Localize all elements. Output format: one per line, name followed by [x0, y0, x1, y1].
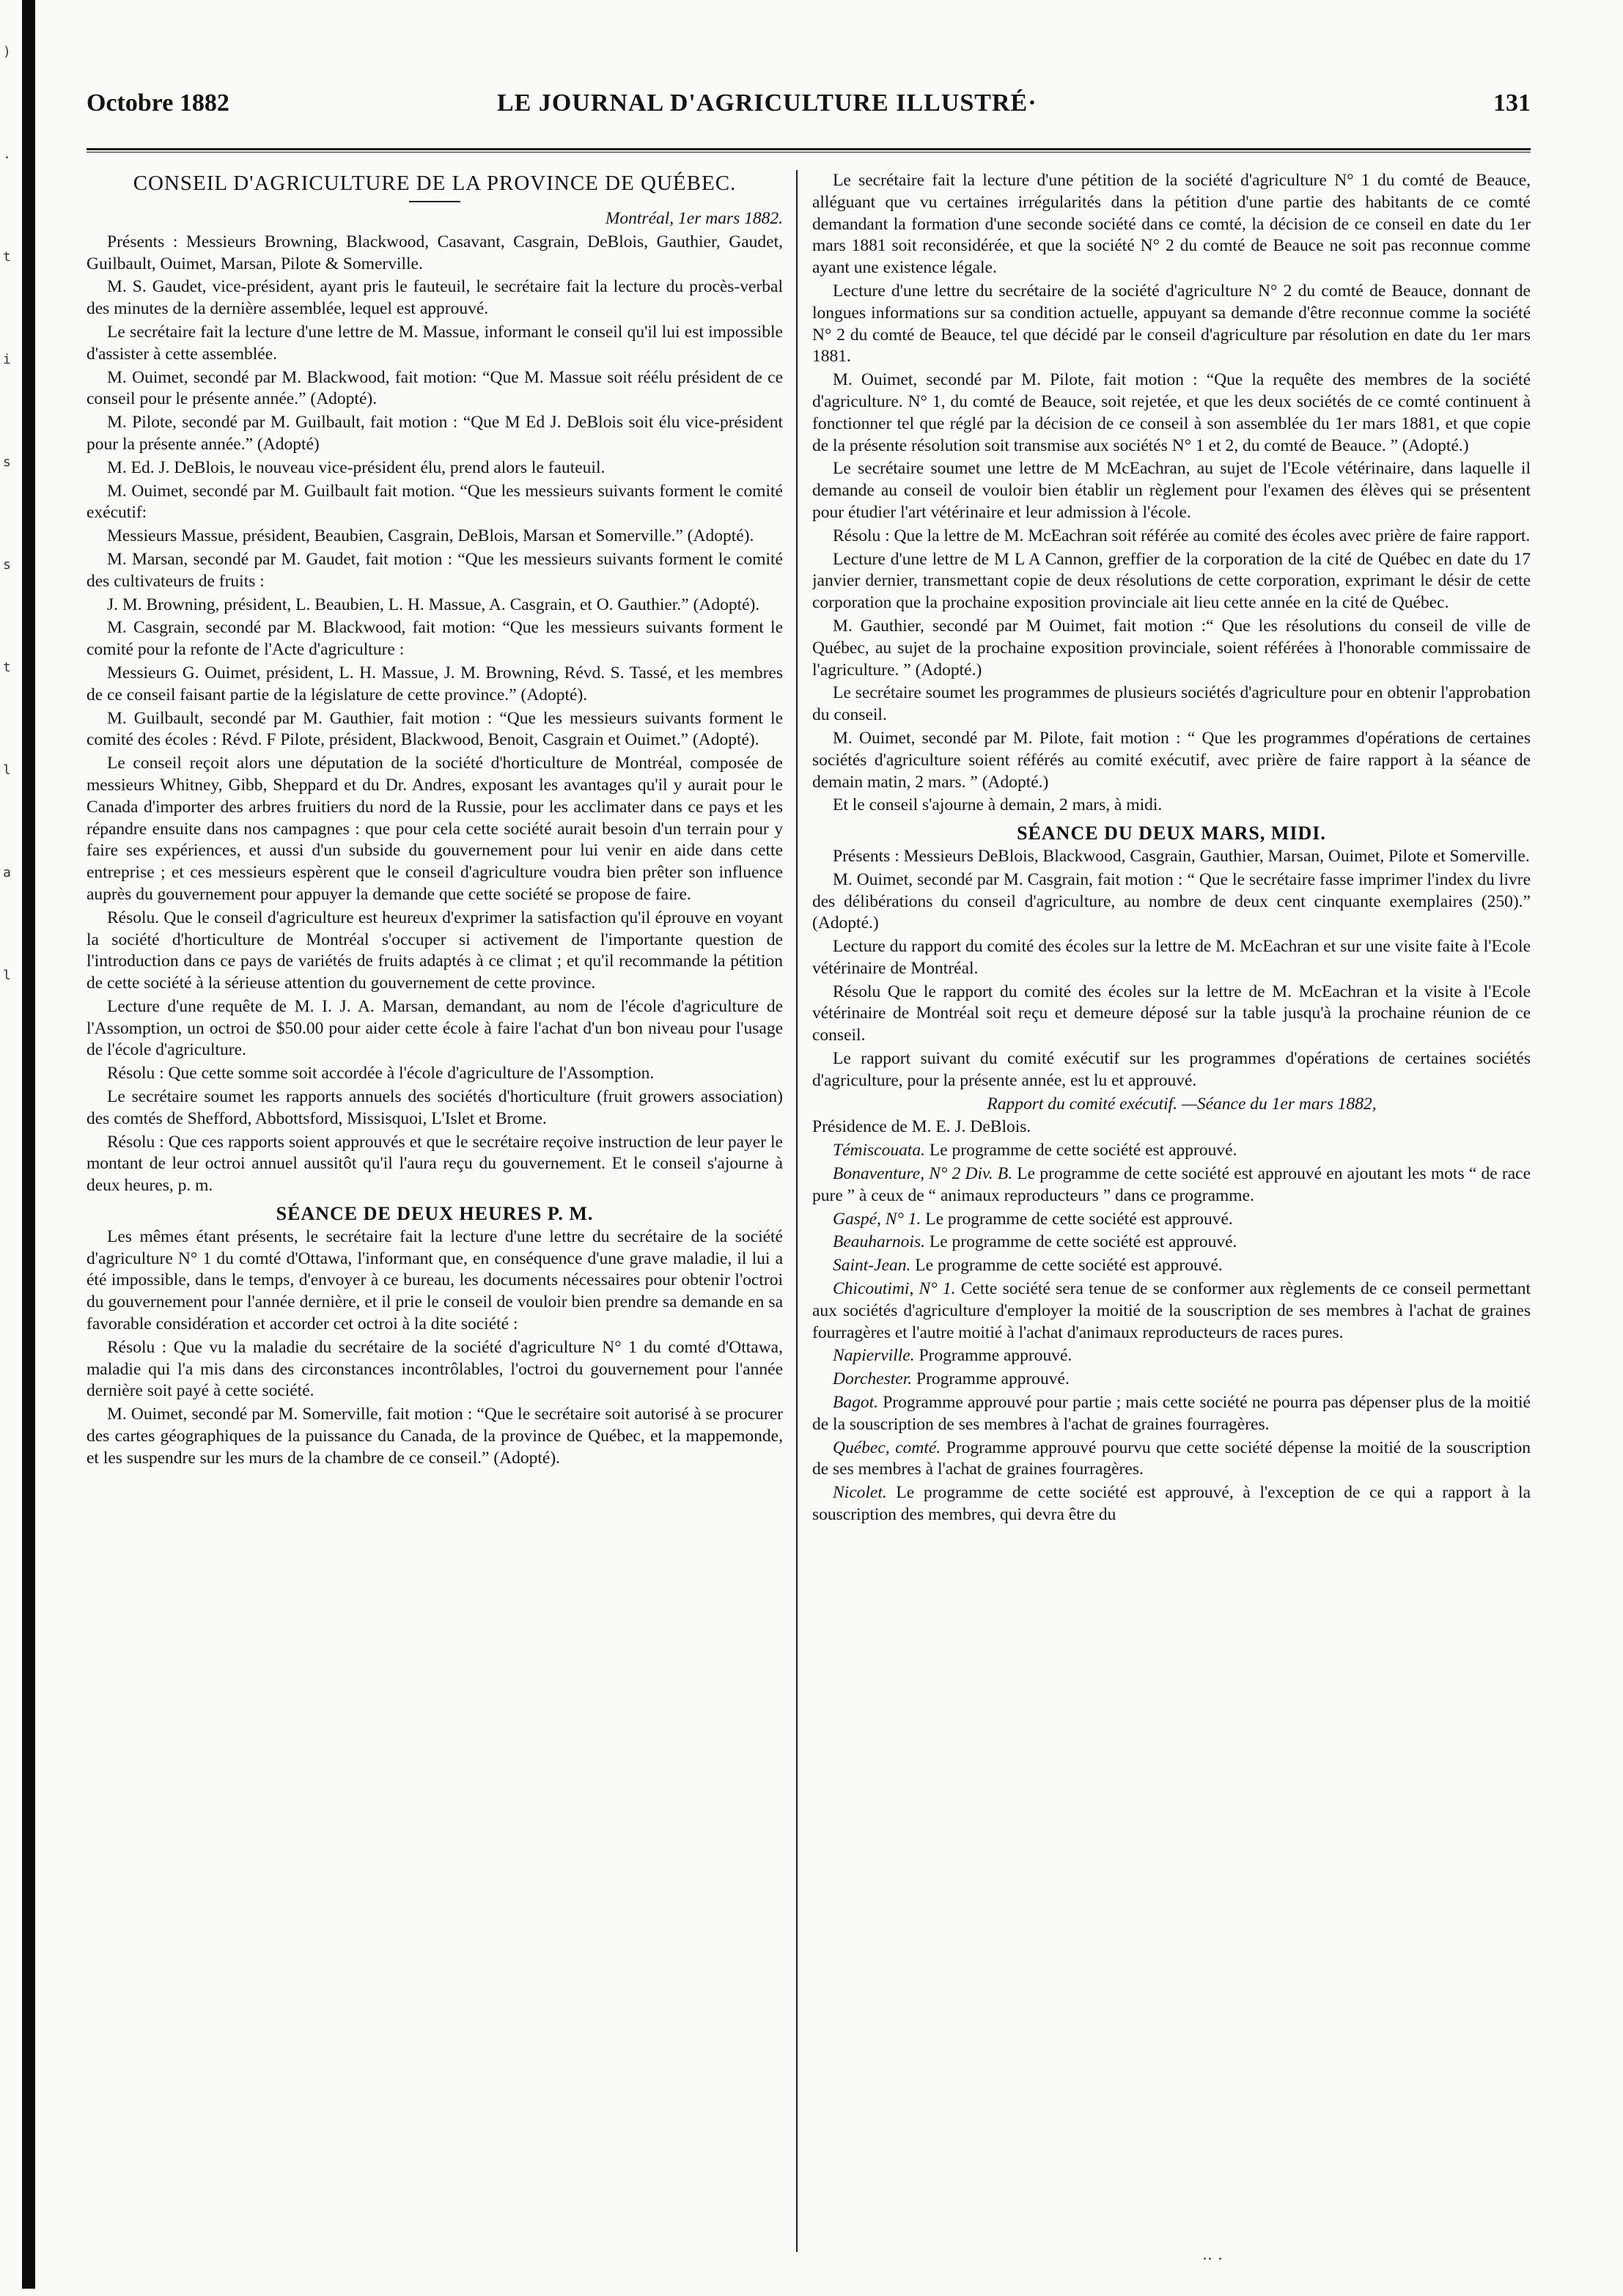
paragraph: Et le conseil s'ajourne à demain, 2 mars, à midi. [833, 795, 1163, 815]
right-column [812, 170, 1531, 2296]
programme-society-name: Napierville. [833, 1346, 915, 1366]
programme-society-name: Bagot. [833, 1393, 879, 1413]
programme-decision: Le programme de cette société est approuvé en ajoutant les mots “ de race pure ” à ceux de “ animaux reproducteurs ” dans ce programme. [812, 1164, 1531, 1205]
page-header [87, 87, 1531, 123]
margin-mark: i [3, 352, 11, 367]
paragraph: Le secrétaire soumet une lettre de M McEachran, au sujet de l'Ecole vétérinaire, dans laquelle il demande au conseil de vouloir bien établir un règlement pour l'examen des élèves qui se présentent pour étudier l'art vétérinaire et leur admission à l'école. [812, 459, 1531, 522]
left-paragraphs [87, 232, 783, 1197]
paragraph: Présents : Messieurs DeBlois, Blackwood, Casgrain, Gauthier, Marsan, Ouimet, Pilote et Somerville. [833, 846, 1530, 866]
programme-list [812, 1140, 1531, 1526]
paragraph: Résolu Que le rapport du comité des écoles sur la lettre de M. McEachran et la visite à l'Ecole vétérinaire de Montréal soit reçu et demeure déposé sur la table jusqu'à la prochaine réunion de ce conseil. [812, 982, 1531, 1045]
programme-decision: Le programme de cette société est approuvé. [924, 1232, 1237, 1252]
paragraph: Résolu : Que cette somme soit accordée à l'école d'agriculture de l'Assomption. [107, 1064, 655, 1083]
paragraph: M. Ouimet, secondé par M. Casgrain, fait motion : “ Que le secrétaire fasse imprimer l'index du livre des délibérations du conseil d'agriculture, au nombre de deux cent cinquante exemplaires (250).” (Adopté.) [812, 869, 1531, 933]
paragraph: Lecture du rapport du comité des écoles sur la lettre de M. McEachran et sur une visite faite à l'Ecole vétérinaire de Montréal. [812, 937, 1531, 978]
programme-entry [812, 1209, 1531, 1231]
paragraph: Le rapport suivant du comité exécutif sur les programmes d'opérations de certaines sociétés d'agriculture, pour la présente année, est lu et approuvé. [812, 1049, 1531, 1090]
programme-society-name: Dorchester. [833, 1369, 913, 1389]
margin-mark: a [3, 865, 11, 880]
paragraph: M. S. Gaudet, vice-président, ayant pris le fauteuil, le secrétaire fait la lecture du procès-verbal des minutes de la dernière assemblée, lequel est approuvé. [87, 277, 783, 319]
programme-entry [812, 1278, 1531, 1344]
paragraph: Le secrétaire fait la lecture d'une lettre de M. Massue, informant le conseil qu'il lui est impossible d'assister à cette assemblée. [87, 322, 783, 364]
paragraph: Le secrétaire soumet les rapports annuels des sociétés d'horticulture (fruit growers association) des comtés de Shefford, Abbottsford, Missisquoi, L'Islet et Brome. [87, 1087, 783, 1128]
paragraph: Le secrétaire soumet les programmes de plusieurs sociétés d'agriculture pour en obtenir l'approbation du conseil. [812, 683, 1531, 725]
programme-society-name: Saint-Jean. [833, 1256, 911, 1276]
programme-society-name: Gaspé, N° 1. [833, 1209, 921, 1229]
margin-mark: l [3, 762, 11, 778]
left-column [87, 170, 783, 2296]
margin-marks [0, 44, 18, 1144]
print-specks: ·· · [1202, 2251, 1223, 2269]
programme-entry [812, 1163, 1531, 1207]
paragraph: M. Gauthier, secondé par M Ouimet, fait motion :“ Que les résolutions du conseil de ville de Québec, au sujet de la prochaine exposition provinciale, soient référées à l'honorable commissaire de l'agriculture. ” (Adopté.) [812, 616, 1531, 680]
paragraph: Les mêmes étant présents, le secrétaire fait la lecture d'une lettre du secrétaire de la société d'agriculture N° 1 du comté d'Ottawa, l'informant que, en conséquence d'une grave maladie, il lui a été impossible, dans le temps, d'envoyer à ce bureau, les documents nécessaires pour obtenir l'octroi du gouvernement pour l'année dernière, et il prie le conseil de vouloir bien prendre sa demande en sa favorable considération et accorder cet octroi à la dite société : [87, 1226, 783, 1334]
column-divider [796, 170, 798, 2252]
programme-society-name: Bonaventure, N° 2 Div. B. [833, 1164, 1013, 1184]
journal-title: LE JOURNAL D'AGRICULTURE ILLUSTRÉ· [497, 89, 1037, 117]
programme-entry [812, 1438, 1531, 1482]
report-title: Rapport du comité exécutif. —Séance du 1er mars 1882, [987, 1094, 1377, 1114]
margin-mark: t [3, 660, 11, 675]
paragraph: J. M. Browning, président, L. Beaubien, L. H. Massue, A. Casgrain, et O. Gauthier.” (Adopté). [107, 595, 760, 614]
header-rule [87, 148, 1531, 152]
page-number: 131 [1493, 89, 1531, 117]
dateline: Montréal, 1er mars 1882. [605, 209, 783, 228]
right-paragraphs [812, 170, 1531, 817]
paragraph: Le secrétaire fait la lecture d'une pétition de la société d'agriculture N° 1 du comté de Beauce, alléguant que vu certaines irrégularités dans la pétition d'une partie des habitants de ce comté demandant la formation d'une seconde société dans ce comté, la décision de ce conseil en date du 1er mars 1881 soit reconsidérée, et que la société N° 2 du comté de Beauce ne soit pas reconnue comme ayant une existence légale. [812, 171, 1531, 278]
programme-decision: Programme approuvé pourvu que cette société dépense la moitié de la souscription de ses membres à l'achat de graines fourragères. [812, 1438, 1531, 1479]
programme-entry [812, 1482, 1531, 1526]
right-paragraphs-3 [812, 846, 1531, 1092]
margin-mark: l [3, 968, 11, 983]
programme-society-name: Québec, comté. [833, 1438, 941, 1457]
programme-society-name: Nicolet. [833, 1483, 887, 1503]
programme-decision: Programme approuvé. [914, 1346, 1072, 1366]
margin-mark: s [3, 455, 11, 470]
paragraph: Lecture d'une requête de M. I. J. A. Marsan, demandant, au nom de l'école d'agriculture de l'Assomption, un octroi de $50.00 pour aider cette école à faire l'achat d'un bon niveau pour l'usage de l'école d'agriculture. [87, 996, 783, 1060]
paragraph: M. Ouimet, secondé par M. Guilbault fait motion. “Que les messieurs suivants forment le comité exécutif: [87, 481, 783, 523]
margin-mark: . [3, 147, 11, 162]
paragraph: Messieurs Massue, président, Beaubien, Casgrain, DeBlois, Marsan et Somerville.” (Adopté). [107, 526, 754, 546]
margin-mark: s [3, 557, 11, 573]
programme-decision: Le programme de cette société est approuvé. [921, 1209, 1233, 1229]
paragraph: Résolu : Que ces rapports soient approuvés et que le secrétaire reçoive instruction de leur payer le montant de leur octroi annuel aussitôt qu'il l'aura reçu du gouvernement. Et le conseil s'ajourne à deux heures, p. m. [87, 1132, 783, 1196]
programme-society-name: Beauharnois. [833, 1232, 925, 1252]
report-intro: Présidence de M. E. J. DeBlois. [812, 1117, 1031, 1137]
paragraph: Résolu : Que vu la maladie du secrétaire de la société d'agriculture N° 1 du comté d'Ottawa, maladie qui l'a mis dans des circonstances incontrôlables, l'octroi du gouvernement pour l'année dernière soit payé à cette société. [87, 1337, 783, 1401]
paragraph: Lecture d'une lettre de M L A Cannon, greffier de la corporation de la cité de Québec en date du 17 janvier dernier, transmettant copie de deux résolutions de cette corporation, exprimant le désir de cette corporation que la prochaine exposition provinciale ait lieu cette année en la cité de Québec. [812, 549, 1531, 613]
paragraph: M. Ed. J. DeBlois, le nouveau vice-président élu, prend alors le fauteuil. [107, 457, 606, 477]
programme-decision: Le programme de cette société est approuvé. [910, 1256, 1223, 1276]
paragraph: M. Ouimet, secondé par M. Pilote, fait motion : “Que la requête des membres de la société d'agriculture. N° 1, du comté de Beauce, soit rejetée, et que les deux sociétés de ce comté continuent à fonctionner tel que réglé par la décision de ce conseil à son assemblée du 1er mars 1881, et que copie de la présente résolution soit transmise aux sociétés N° 1 et 2, du comté de Beauce. ” (Adopté.) [812, 370, 1531, 455]
programme-society-name: Chicoutimi, N° 1. [833, 1279, 956, 1299]
programme-decision: Programme approuvé. [912, 1369, 1070, 1389]
paragraph: Résolu : Que la lettre de M. McEachran soit référée au comité des écoles avec prière de faire rapport. [833, 526, 1531, 545]
programme-entry [812, 1345, 1531, 1367]
programme-decision: Cette société sera tenue de se conformer aux règlements de ce conseil permettant aux sociétés d'agriculture d'employer la moitié de la souscription de ses membres à l'achat de graines fourragères et l'autre moitié à l'achat d'animaux reproducteurs de races pures. [812, 1279, 1531, 1342]
paragraph: Lecture d'une lettre du secrétaire de la société d'agriculture N° 2 du comté de Beauce, donnant de longues informations sur sa condition actuelle, appuyant sa demande d'être reconnue comme la société N° 2 du comté de Beauce, tel que décidé par le conseil d'agriculture par résolution en date du 1er mars 1881. [812, 281, 1531, 367]
programme-entry [812, 1392, 1531, 1436]
programme-decision: Le programme de cette société est approuvé. [924, 1141, 1237, 1160]
left-paragraphs-2 [87, 1226, 783, 1470]
paragraph: Le conseil reçoit alors une députation de la société d'horticulture de Montréal, composée de messieurs Whitney, Gibb, Sheppard et du Dr. Andres, exposant les avantages qu'il y aurait pour le Canada d'importer des arbres fruitiers du nord de la Russie, pour les acclimater dans ce pays et les répandre ensuite dans nos campagnes : que pour cela cette société aurait besoin d'un terrain pour y faire ses expériences, et aussi d'un subside du gouvernement pour lui venir en aide dans cette entreprise ; et ces messieurs espèrent que le conseil d'agriculture voudra bien prêter son influence auprès du gouvernement pour appuyer la demande que cette société se propose de faire. [87, 754, 783, 904]
paragraph: M. Pilote, secondé par M. Guilbault, fait motion : “Que M Ed J. DeBlois soit élu vice-président pour la présente année.” (Adopté) [87, 413, 783, 454]
margin-mark: t [3, 249, 11, 265]
programme-decision: Programme approuvé pour partie ; mais cette société ne pourra pas dépenser plus de la moitié de la souscription de ses membres à l'achat de graines fourragères. [812, 1393, 1531, 1434]
paragraph: M. Ouimet, secondé par M. Somerville, fait motion : “Que le secrétaire soit autorisé à se procurer des cartes géographiques de la puissance du Canada, de la province de Québec, et la mappemonde, et les suspendre sur les murs de la chambre de ce conseil.” (Adopté). [87, 1405, 783, 1468]
paragraph: Résolu. Que le conseil d'agriculture est heureux d'exprimer la satisfaction qu'il éprouve en voyant la société d'horticulture de Montréal s'occuper si activement de l'importante question de l'introduction dans ce pays de variétés de fruits adaptés à ce climat ; et qu'il recommande la pétition de cette société à la sérieuse attention du gouvernement de cette province. [87, 908, 783, 993]
paragraph: M. Ouimet, secondé par M. Pilote, fait motion : “ Que les programmes d'opérations de certaines sociétés d'agriculture soient référés au comité exécutif, avec prière de faire rapport à la séance de demain matin, 2 mars. ” (Adopté.) [812, 728, 1531, 792]
section-title-deux-heures: SÉANCE DE DEUX HEURES P. M. [276, 1203, 594, 1225]
title-rule [409, 201, 460, 202]
programme-decision: Le programme de cette société est approuvé, à l'exception de ce qui a rapport à la souscription des membres, qui devra être du [812, 1483, 1531, 1525]
section-title-deux-mars: SÉANCE DU DEUX MARS, MIDI. [1017, 823, 1326, 845]
programme-entry [812, 1369, 1531, 1391]
paragraph: Messieurs G. Ouimet, président, L. H. Massue, J. M. Browning, Révd. S. Tassé, et les membres de ce conseil faisant partie de la législature de cette province.” (Adopté). [87, 663, 783, 704]
margin-mark: ) [3, 44, 11, 59]
header-date: Octobre 1882 [87, 89, 229, 117]
paragraph: Présents : Messieurs Browning, Blackwood, Casavant, Casgrain, DeBlois, Gauthier, Gaudet, Guilbault, Ouimet, Marsan, Pilote & Somerville. [87, 232, 783, 273]
paragraph: M. Casgrain, secondé par M. Blackwood, fait motion: “Que les messieurs suivants forment le comité pour la refonte de l'Acte d'agriculture : [87, 618, 783, 660]
paragraph: M. Guilbault, secondé par M. Gauthier, fait motion : “Que les messieurs suivants forment le comité des écoles : Révd. F Pilote, président, Blackwood, Benoit, Casgrain et Ouimet.” (Adopté). [87, 708, 783, 750]
article-title: CONSEIL D'AGRICULTURE DE LA PROVINCE DE QUÉBEC. [133, 172, 737, 195]
binding-spine [22, 0, 35, 2289]
programme-entry [812, 1232, 1531, 1254]
programme-entry [812, 1140, 1531, 1162]
paragraph: M. Ouimet, secondé par M. Blackwood, fait motion: “Que M. Massue soit réélu président de ce conseil pour le présente année.” (Adopté). [87, 367, 783, 409]
programme-society-name: Témiscouata. [833, 1141, 925, 1160]
programme-entry [812, 1255, 1531, 1277]
paragraph: M. Marsan, secondé par M. Gaudet, fait motion : “Que les messieurs suivants forment le comité des cultivateurs de fruits : [87, 549, 783, 591]
